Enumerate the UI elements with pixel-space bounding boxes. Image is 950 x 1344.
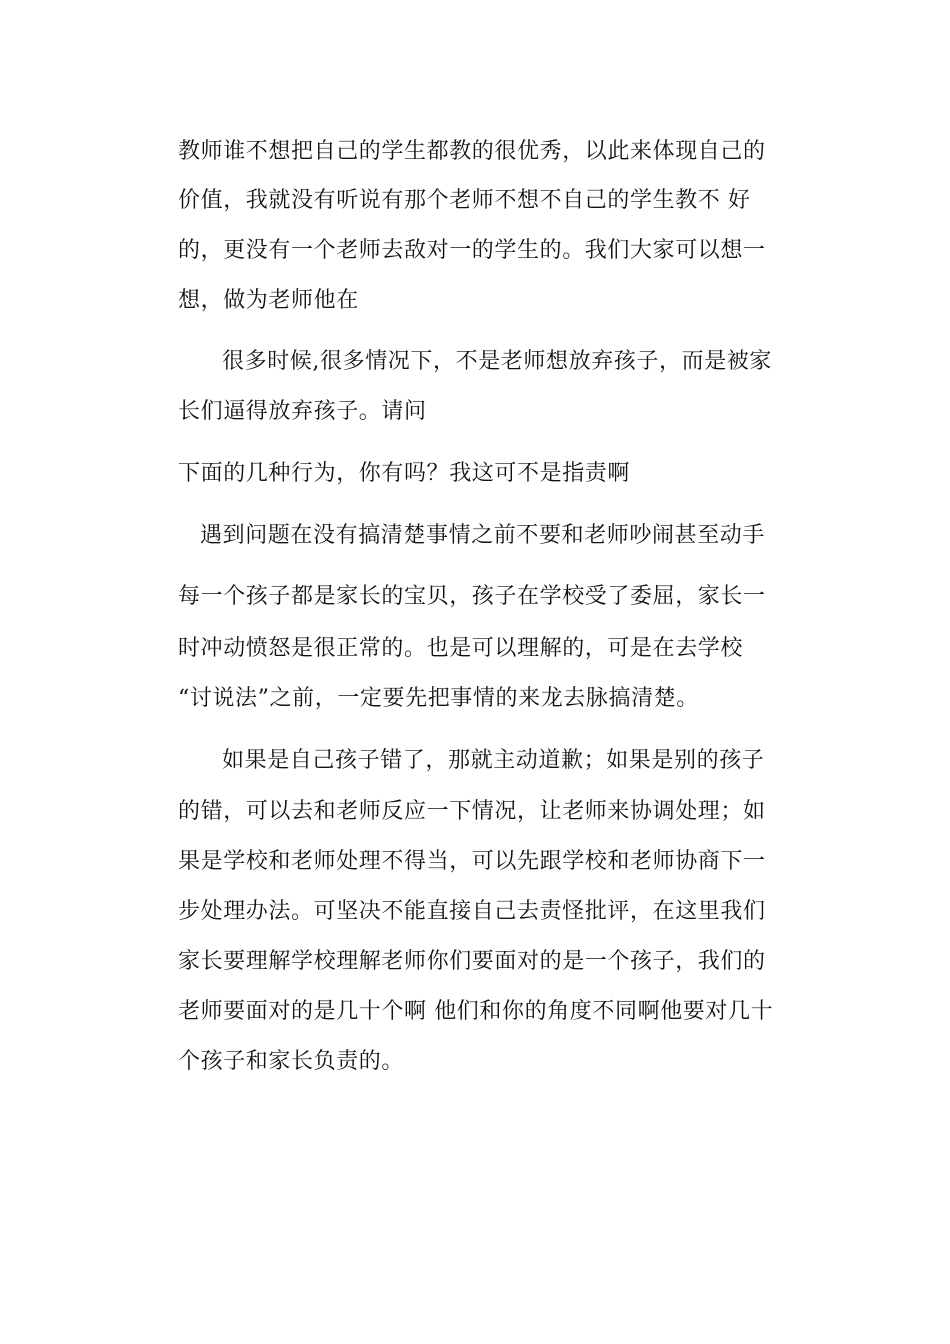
- text-line: 很多时候,很多情况下，不是老师想放弃孩子，而是被家: [222, 349, 772, 374]
- text-line: 果是学校和老师处理不得当，可以先跟学校和老师协商下一: [178, 849, 766, 874]
- text-line: “讨说法”之前，一定要先把事情的来龙去脉搞清楚。: [178, 686, 699, 711]
- text-line: 价值，我就没有听说有那个老师不想不自己的学生教不 好: [178, 188, 751, 213]
- text-line: 教师谁不想把自己的学生都教的很优秀，以此来体现自己的: [178, 139, 766, 164]
- text-line: 的错，可以去和老师反应一下情况，让老师来协调处理；如: [178, 799, 766, 824]
- text-line: 想，做为老师他在: [178, 288, 359, 313]
- text-line: 每一个孩子都是家长的宝贝，孩子在学校受了委屈，家长一: [178, 584, 766, 609]
- text-line: 步处理办法。可坚决不能直接自己去责怪批评，在这里我们: [178, 899, 766, 924]
- text-line: 如果是自己孩子错了，那就主动道歉；如果是别的孩子: [222, 748, 765, 773]
- text-line: 个孩子和家长负责的。: [178, 1049, 405, 1074]
- text-line: 老师要面对的是几十个啊 他们和你的角度不同啊他要对几十: [178, 999, 774, 1024]
- section-heading: 遇到问题在没有搞清楚事情之前不要和老师吵闹甚至动手: [200, 523, 766, 548]
- text-line: 长们逼得放弃孩子。请问: [178, 399, 427, 424]
- text-line: 的，更没有一个老师去敌对一的学生的。我们大家可以想一: [178, 238, 766, 263]
- text-line: 时冲动愤怒是很正常的。也是可以理解的，可是在去学校: [178, 636, 744, 661]
- text-line: 下面的几种行为，你有吗？我这可不是指责啊: [178, 461, 631, 486]
- text-line: 家长要理解学校理解老师你们要面对的是一个孩子，我们的: [178, 949, 766, 974]
